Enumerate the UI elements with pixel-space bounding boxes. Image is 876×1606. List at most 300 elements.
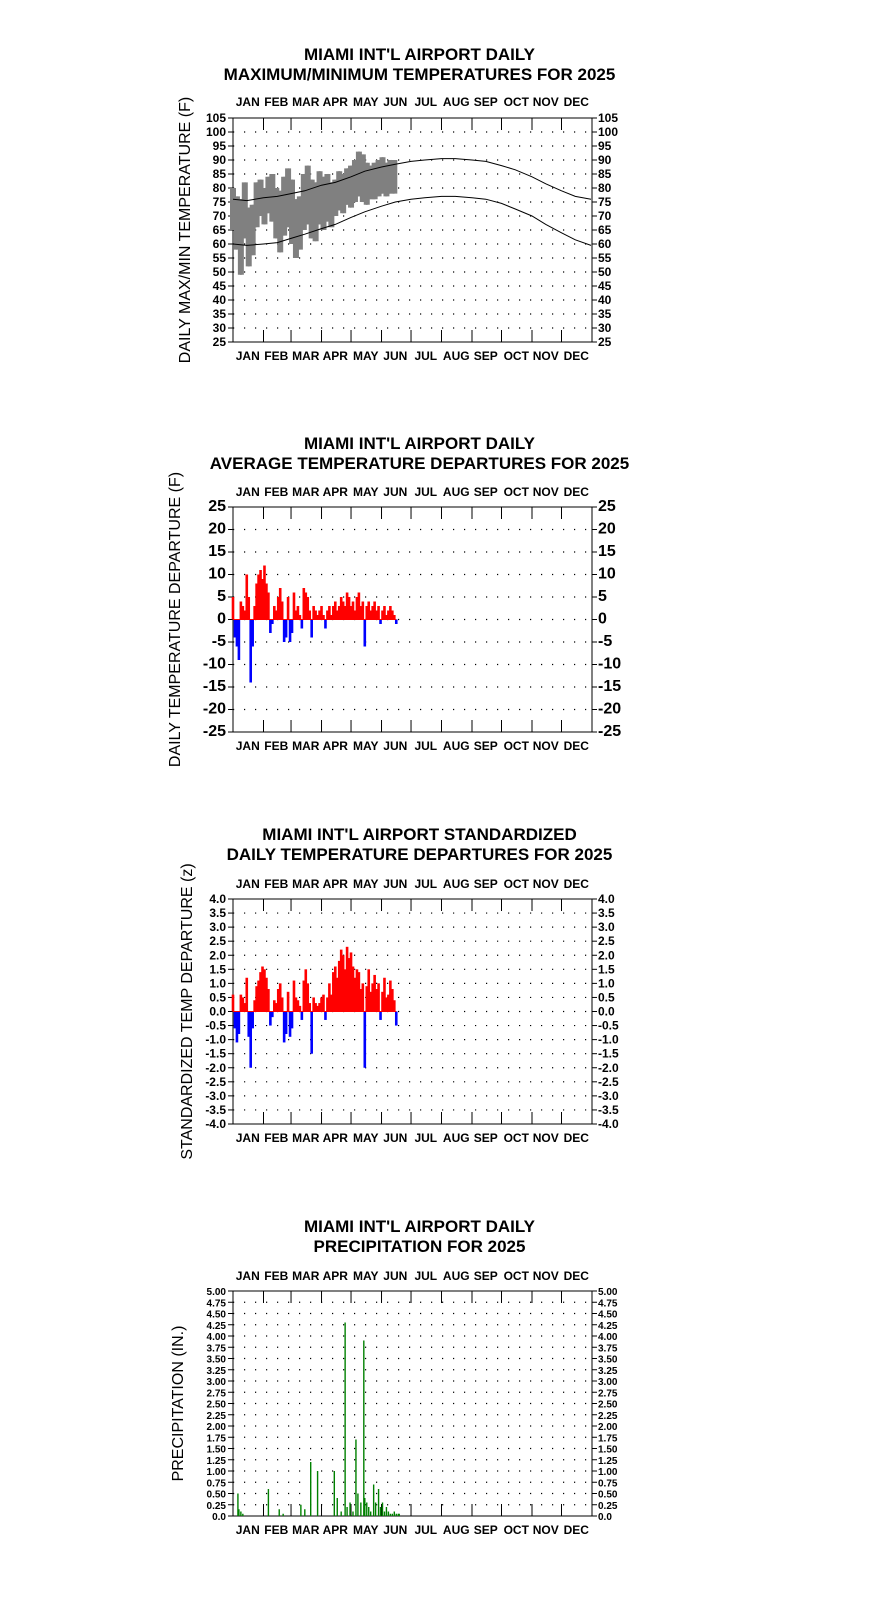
month-label-bottom: SEP	[473, 739, 498, 753]
chart-title: MIAMI INT'L AIRPORT DAILY	[303, 45, 536, 64]
y-tick-label-left: -15	[202, 678, 226, 695]
bar-positive	[247, 597, 250, 620]
chart-subtitle: DAILY TEMPERATURE DEPARTURES FOR 2025	[226, 845, 613, 864]
bar-positive	[346, 1507, 347, 1516]
y-tick-label-right: 95	[598, 139, 612, 153]
month-label-bottom: DEC	[563, 1131, 589, 1145]
y-tick-label-right: 1.75	[598, 1433, 618, 1445]
bar-positive	[352, 1512, 353, 1517]
bar-positive	[304, 1509, 305, 1516]
y-tick-label-left: 40	[212, 293, 226, 307]
bar-positive	[373, 1485, 374, 1517]
month-label-bottom: OCT	[503, 739, 529, 753]
y-tick-label-right: 2.75	[598, 1388, 618, 1400]
bar-positive	[382, 1503, 383, 1517]
y-tick-label-left: 60	[212, 237, 226, 251]
y-tick-label-left: 100	[205, 125, 226, 139]
bar-positive	[245, 978, 248, 1012]
month-label-top: JUL	[414, 1269, 438, 1283]
y-tick-label-left: -2.0	[205, 1060, 226, 1075]
y-tick-label-right: 0.25	[598, 1500, 618, 1512]
month-label-top: APR	[322, 877, 348, 891]
month-label-bottom: JUN	[383, 739, 408, 753]
bar-positive	[337, 1498, 338, 1516]
y-tick-label-left: 0	[217, 610, 226, 628]
bar-positive	[240, 1512, 241, 1517]
bar-positive	[384, 1512, 385, 1517]
month-label-top: DEC	[563, 95, 589, 109]
bar-positive	[344, 1323, 345, 1517]
y-tick-label-right: 3.00	[598, 1377, 618, 1388]
y-tick-label-right: -2.0	[598, 1060, 619, 1075]
month-label-bottom: JUN	[383, 1131, 408, 1145]
y-tick-label-right: 1.00	[598, 1467, 618, 1478]
bar-negative	[379, 620, 382, 625]
y-tick-label-right: 1.5	[598, 962, 615, 977]
bar-positive	[377, 606, 380, 620]
month-label-top: OCT	[503, 485, 529, 499]
bar-positive	[349, 1503, 350, 1517]
month-label-bottom: FEB	[264, 349, 289, 363]
y-tick-label-left: 0.50	[206, 1489, 226, 1501]
bar-positive	[242, 1514, 243, 1516]
y-tick-label-left: 55	[212, 251, 226, 265]
month-label-top: AUG	[442, 1269, 470, 1283]
month-label-bottom: JUN	[383, 1523, 408, 1537]
y-tick-label-left: 2.75	[206, 1388, 226, 1400]
y-tick-label-left: -3.0	[205, 1088, 226, 1103]
y-tick-label-right: 3.75	[598, 1343, 618, 1355]
y-tick-label-left: 5.00	[206, 1287, 226, 1298]
bar-negative	[251, 1012, 254, 1029]
y-tick-label-left: 4.0	[209, 892, 226, 906]
month-label-top: APR	[322, 1269, 348, 1283]
y-tick-label-left: 3.00	[206, 1377, 226, 1388]
y-tick-label-left: -3.5	[205, 1102, 226, 1117]
y-tick-label-left: 50	[212, 265, 226, 279]
bar-positive	[267, 989, 270, 1012]
month-label-bottom: DEC	[563, 1523, 589, 1537]
bar-positive	[279, 1509, 280, 1516]
bar-positive	[386, 1507, 387, 1516]
y-tick-label-left: 20	[208, 520, 226, 538]
month-label-bottom: JAN	[235, 1523, 260, 1537]
month-label-top: OCT	[503, 1269, 529, 1283]
y-tick-label-left: 105	[205, 111, 226, 125]
month-label-bottom: NOV	[532, 739, 559, 753]
bar-positive	[334, 1471, 335, 1516]
bar-negative	[395, 1012, 398, 1026]
bar-positive	[299, 1006, 302, 1012]
y-tick-label-left: 2.25	[206, 1410, 226, 1422]
y-tick-label-right: 5.00	[598, 1287, 618, 1298]
y-tick-label-right: -15	[598, 678, 622, 695]
bar-positive	[232, 597, 235, 620]
month-label-bottom: JUN	[383, 349, 408, 363]
chart-panel-4	[170, 1217, 618, 1537]
y-tick-label-left: 4.75	[206, 1298, 226, 1310]
month-label-top: JAN	[235, 877, 260, 891]
month-label-top: JUL	[414, 877, 438, 891]
bar-positive	[268, 1489, 269, 1516]
y-tick-label-right: 2.25	[598, 1410, 618, 1422]
y-tick-label-right: -3.0	[598, 1088, 619, 1103]
y-tick-label-left: 1.25	[206, 1455, 226, 1467]
y-tick-label-left: 25	[212, 335, 226, 349]
bar-positive	[282, 1514, 283, 1516]
bar-positive	[363, 1341, 364, 1517]
y-tick-label-right: 15	[598, 543, 616, 560]
bar-positive	[287, 597, 290, 620]
y-tick-label-left: 10	[208, 565, 226, 583]
month-label-top: OCT	[503, 95, 529, 109]
chart-title: MIAMI INT'L AIRPORT DAILY	[303, 1217, 536, 1236]
month-label-bottom: APR	[322, 739, 348, 753]
bar-positive	[310, 1462, 311, 1516]
bar-positive	[362, 983, 365, 1011]
month-label-top: FEB	[264, 485, 289, 499]
y-tick-label-left: 2.50	[206, 1399, 226, 1411]
month-label-top: SEP	[473, 1269, 498, 1283]
y-tick-label-right: 3.0	[598, 920, 615, 935]
y-tick-label-right: 4.00	[598, 1332, 618, 1343]
bar-positive	[287, 992, 290, 1012]
bar-positive	[300, 1505, 301, 1516]
month-label-top: MAY	[352, 485, 379, 499]
bar-negative	[291, 620, 294, 634]
bar-positive	[308, 611, 311, 620]
bar-positive	[366, 1503, 367, 1517]
y-tick-label-left: 0.25	[206, 1500, 226, 1512]
bar-positive	[355, 1440, 356, 1517]
y-tick-label-right: 90	[598, 153, 612, 167]
y-tick-label-right: 5	[598, 588, 607, 605]
bar-positive	[340, 1512, 341, 1517]
month-label-bottom: MAY	[352, 1131, 379, 1145]
y-tick-label-right: -1.0	[598, 1032, 619, 1047]
month-label-bottom: SEP	[473, 349, 498, 363]
y-tick-label-left: 3.50	[206, 1354, 226, 1366]
bar-positive	[378, 1489, 379, 1516]
bar-negative	[251, 620, 254, 647]
month-label-bottom: AUG	[442, 739, 470, 753]
month-label-top: JAN	[235, 485, 260, 499]
y-tick-label-left: 70	[212, 209, 226, 223]
month-label-bottom: APR	[322, 1523, 348, 1537]
bar-negative	[238, 620, 241, 661]
y-tick-label-left: 4.25	[206, 1320, 226, 1332]
bar-negative	[324, 620, 327, 629]
y-tick-label-right: 0.0	[598, 1512, 612, 1523]
y-tick-label-left: 1.00	[206, 1467, 226, 1478]
y-tick-label-right: -20	[598, 700, 622, 718]
month-label-top: JUN	[383, 485, 408, 499]
month-label-bottom: NOV	[532, 349, 559, 363]
y-tick-label-left: -10	[202, 655, 226, 673]
month-label-top: SEP	[473, 95, 498, 109]
month-label-top: MAY	[352, 95, 379, 109]
y-tick-label-left: 0.5	[209, 990, 226, 1005]
bar-positive	[380, 1507, 381, 1516]
bar-positive	[357, 1494, 358, 1517]
y-tick-label-left: 4.50	[206, 1309, 226, 1321]
bar-positive	[322, 995, 325, 1012]
month-label-top: FEB	[264, 877, 289, 891]
month-label-bottom: OCT	[503, 1131, 529, 1145]
y-tick-label-left: 0.0	[212, 1512, 226, 1523]
y-tick-label-right: 0.0	[598, 1004, 615, 1019]
bar-positive	[396, 1514, 397, 1516]
month-label-top: MAR	[292, 1269, 320, 1283]
y-tick-label-right: 75	[598, 195, 612, 209]
month-label-bottom: AUG	[442, 1523, 470, 1537]
month-label-bottom: JUL	[414, 1523, 438, 1537]
y-tick-label-right: -10	[598, 655, 622, 673]
month-label-top: SEP	[473, 877, 498, 891]
month-label-bottom: DEC	[563, 349, 589, 363]
month-label-top: FEB	[264, 95, 289, 109]
y-tick-label-right: 40	[598, 293, 612, 307]
y-tick-label-left: -2.5	[205, 1074, 226, 1089]
bar-negative	[379, 1012, 382, 1020]
y-tick-label-left: 25	[208, 498, 226, 515]
y-tick-label-right: 0.50	[598, 1489, 618, 1501]
bar-negative	[395, 620, 398, 625]
month-label-bottom: OCT	[503, 349, 529, 363]
month-label-bottom: MAR	[292, 349, 320, 363]
chart-subtitle: PRECIPITATION FOR 2025	[313, 1237, 526, 1256]
bar-positive	[360, 1503, 361, 1517]
bar-positive	[377, 983, 380, 1011]
y-tick-label-left: 3.0	[209, 920, 226, 935]
y-tick-label-right: 60	[598, 237, 612, 251]
y-tick-label-left: 30	[212, 321, 226, 335]
bar-positive	[370, 1512, 371, 1517]
y-tick-label-right: 105	[598, 111, 619, 125]
y-tick-label-right: 50	[598, 265, 612, 279]
month-label-top: MAY	[352, 877, 379, 891]
y-tick-label-right: 0.5	[598, 990, 615, 1005]
month-label-bottom: DEC	[563, 739, 589, 753]
month-label-top: JUN	[383, 877, 408, 891]
bar-positive	[393, 1000, 396, 1011]
bar-positive	[362, 602, 365, 620]
y-tick-label-right: 25	[598, 498, 616, 515]
y-tick-label-left: 0.0	[209, 1004, 226, 1019]
y-tick-label-right: 0	[598, 610, 607, 628]
y-tick-label-right: 70	[598, 209, 612, 223]
y-tick-label-right: 2.50	[598, 1399, 618, 1411]
month-label-top: JAN	[235, 95, 260, 109]
y-tick-label-left: 35	[212, 307, 226, 321]
month-label-bottom: JUL	[414, 739, 438, 753]
y-tick-label-left: 3.5	[209, 906, 226, 921]
bar-negative	[363, 620, 366, 647]
chart-panel-3	[179, 825, 619, 1160]
y-tick-label-left: 65	[212, 223, 226, 237]
chart-title: MIAMI INT'L AIRPORT STANDARDIZED	[262, 825, 577, 844]
y-tick-label-left: 3.75	[206, 1343, 226, 1355]
y-tick-label-left: 95	[212, 139, 226, 153]
month-label-top: APR	[322, 485, 348, 499]
y-tick-label-right: 4.25	[598, 1320, 618, 1332]
month-label-top: JUL	[414, 95, 438, 109]
bar-negative	[363, 1012, 366, 1068]
month-label-bottom: JAN	[235, 739, 260, 753]
chart-panel-1	[177, 45, 618, 363]
y-tick-label-right: 30	[598, 321, 612, 335]
bar-positive	[317, 1471, 318, 1516]
y-tick-label-left: 75	[212, 195, 226, 209]
y-tick-label-right: -2.5	[598, 1074, 619, 1089]
y-tick-label-left: 0.75	[206, 1478, 226, 1490]
month-label-bottom: JAN	[235, 349, 260, 363]
y-tick-label-right: 1.25	[598, 1455, 618, 1467]
bar-negative	[310, 620, 313, 638]
month-label-top: AUG	[442, 95, 470, 109]
y-tick-label-right: 65	[598, 223, 612, 237]
y-tick-label-right: -3.5	[598, 1102, 619, 1117]
y-tick-label-right: -4.0	[598, 1117, 619, 1131]
y-tick-label-left: 1.5	[209, 962, 226, 977]
y-tick-label-right: 80	[598, 181, 612, 195]
y-tick-label-left: 15	[208, 543, 226, 560]
y-tick-label-left: -25	[202, 723, 226, 740]
y-tick-label-left: 90	[212, 153, 226, 167]
month-label-bottom: SEP	[473, 1131, 498, 1145]
bar-positive	[375, 1503, 376, 1517]
bar-positive	[388, 1512, 389, 1517]
chart-subtitle: MAXIMUM/MINIMUM TEMPERATURES FOR 2025	[223, 65, 616, 84]
month-label-top: JUL	[414, 485, 438, 499]
y-tick-label-right: -5	[598, 633, 613, 650]
month-label-bottom: MAR	[292, 739, 320, 753]
month-label-top: MAR	[292, 485, 320, 499]
y-tick-label-right: 10	[598, 565, 616, 583]
month-label-top: OCT	[503, 877, 529, 891]
bar-negative	[310, 1012, 313, 1054]
y-tick-label-right: 2.0	[598, 948, 615, 963]
month-label-top: DEC	[563, 877, 589, 891]
y-tick-label-left: 1.75	[206, 1433, 226, 1445]
y-tick-label-right: -25	[598, 723, 622, 740]
y-tick-label-left: 2.00	[206, 1422, 226, 1433]
month-label-bottom: MAY	[352, 349, 379, 363]
y-tick-label-left: -1.5	[205, 1046, 226, 1061]
bar-positive	[392, 1514, 393, 1516]
bar-positive	[399, 1514, 400, 1516]
bar-negative	[238, 1012, 241, 1035]
bar-positive	[232, 995, 235, 1012]
y-tick-label-right: 2.00	[598, 1422, 618, 1433]
y-tick-label-right: 1.50	[598, 1444, 618, 1456]
month-label-top: JUN	[383, 1269, 408, 1283]
y-tick-label-left: -0.5	[205, 1018, 226, 1033]
y-tick-label-left: 2.0	[209, 948, 226, 963]
month-label-bottom: MAR	[292, 1523, 320, 1537]
bar-negative	[271, 620, 274, 625]
bar-positive	[322, 615, 325, 620]
y-tick-label-right: 100	[598, 125, 619, 139]
y-axis-label: PRECIPITATION (IN.)	[170, 1325, 187, 1482]
month-label-top: NOV	[532, 95, 559, 109]
y-tick-label-left: 80	[212, 181, 226, 195]
month-label-bottom: JAN	[235, 1131, 260, 1145]
bar-negative	[301, 1012, 304, 1020]
month-label-bottom: JUL	[414, 349, 438, 363]
grid	[233, 1302, 592, 1505]
bar-positive	[281, 997, 284, 1011]
bar-positive	[393, 615, 396, 620]
y-tick-label-right: 2.5	[598, 934, 615, 949]
y-tick-label-right: -1.5	[598, 1046, 619, 1061]
bar-negative	[285, 620, 288, 638]
y-tick-label-left: -4.0	[205, 1117, 226, 1131]
bar-positive	[368, 1507, 369, 1516]
y-tick-label-left: 85	[212, 167, 226, 181]
y-tick-label-right: 35	[598, 307, 612, 321]
month-label-bottom: JUL	[414, 1131, 438, 1145]
bar-positive	[394, 1512, 395, 1517]
y-tick-label-right: 3.25	[598, 1365, 618, 1377]
month-label-bottom: APR	[322, 349, 348, 363]
month-label-bottom: FEB	[264, 739, 289, 753]
bar-negative	[271, 1012, 274, 1018]
month-label-top: NOV	[532, 877, 559, 891]
y-tick-label-left: -20	[202, 700, 226, 718]
y-axis-label: STANDARDIZED TEMP DEPARTURE (z)	[179, 863, 196, 1160]
month-label-bottom: FEB	[264, 1131, 289, 1145]
bar-positive	[390, 1514, 391, 1516]
y-tick-label-right: -0.5	[598, 1018, 619, 1033]
month-label-bottom: MAY	[352, 1523, 379, 1537]
y-tick-label-left: 1.50	[206, 1444, 226, 1456]
month-label-top: MAY	[352, 1269, 379, 1283]
y-tick-label-right: 4.50	[598, 1309, 618, 1321]
y-tick-label-right: 3.5	[598, 906, 615, 921]
y-tick-label-left: 1.0	[209, 976, 226, 991]
y-axis-label: DAILY TEMPERATURE DEPARTURE (F)	[167, 471, 184, 768]
y-tick-label-left: -1.0	[205, 1032, 226, 1047]
month-label-bottom: MAR	[292, 1131, 320, 1145]
month-label-top: NOV	[532, 485, 559, 499]
y-tick-label-right: 1.0	[598, 976, 615, 991]
month-label-top: JUN	[383, 95, 408, 109]
y-axis-label: DAILY MAX/MIN TEMPERATURE (F)	[177, 96, 194, 364]
month-label-top: DEC	[563, 485, 589, 499]
month-label-bottom: AUG	[442, 1131, 470, 1145]
y-tick-label-left: 2.5	[209, 934, 226, 949]
bar-positive	[281, 602, 284, 620]
bar-positive	[238, 1509, 239, 1516]
y-tick-label-left: -5	[211, 633, 226, 650]
y-tick-label-right: 0.75	[598, 1478, 618, 1490]
chart-subtitle: AVERAGE TEMPERATURE DEPARTURES FOR 2025	[209, 454, 630, 473]
bar-positive	[364, 1498, 365, 1516]
y-tick-label-right: 3.50	[598, 1354, 618, 1366]
month-label-bottom: AUG	[442, 349, 470, 363]
month-label-top: AUG	[442, 485, 470, 499]
month-label-bottom: FEB	[264, 1523, 289, 1537]
y-tick-label-left: 45	[212, 279, 226, 293]
month-label-top: DEC	[563, 1269, 589, 1283]
month-label-bottom: SEP	[473, 1523, 498, 1537]
bar-negative	[291, 1012, 294, 1029]
month-label-top: SEP	[473, 485, 498, 499]
month-label-bottom: NOV	[532, 1131, 559, 1145]
y-tick-label-right: 25	[598, 335, 612, 349]
bar-positive	[299, 615, 302, 620]
